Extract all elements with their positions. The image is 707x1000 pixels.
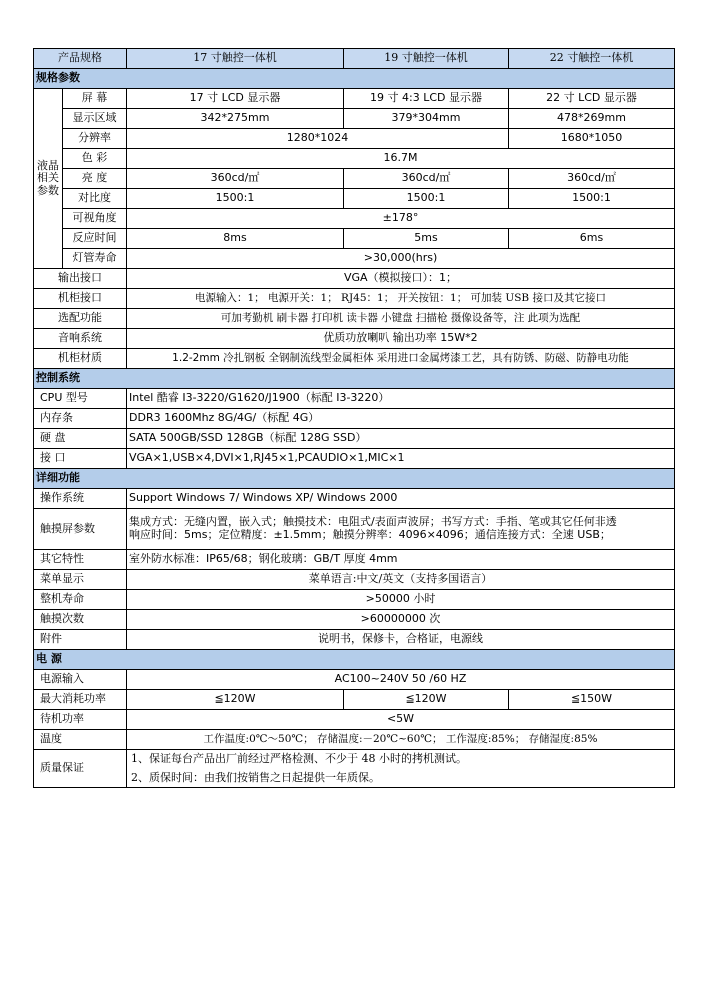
row-accessories (34, 630, 675, 650)
row-value: 电源输入：1； 电源开关：1； RJ45：1； 开关按钮：1； 可加装 USB 接口及其它接口 (127, 289, 675, 309)
row-standby (34, 710, 675, 730)
value-19: 19 寸 4:3 LCD 显示器 (344, 89, 509, 109)
row-value: 菜单语言:中文/英文（支持多国语言） (127, 570, 675, 590)
row-material (34, 349, 675, 369)
row-ports (34, 449, 675, 469)
value-22: 1680*1050 (509, 129, 675, 149)
value-17: 342*275mm (127, 109, 344, 129)
row-label: 显示区域 (63, 109, 127, 129)
row-label: 温度 (34, 730, 127, 750)
row-label: 可视角度 (63, 209, 127, 229)
row-label: 对比度 (63, 189, 127, 209)
lcd-row-color (34, 149, 675, 169)
row-label: 接 口 (34, 449, 127, 469)
row-value: VGA×1,USB×4,DVI×1,RJ45×1,PCAUDIO×1,MIC×1 (127, 449, 675, 469)
row-label: 触摸屏参数 (34, 509, 127, 550)
row-cabinet-port (34, 289, 675, 309)
row-value: AC100~240V 50 /60 HZ (127, 670, 675, 690)
row-label: 亮 度 (63, 169, 127, 189)
row-options (34, 309, 675, 329)
value-19: 5ms (344, 229, 509, 249)
row-label: 反应时间 (63, 229, 127, 249)
row-label: 分辨率 (63, 129, 127, 149)
row-label: CPU 型号 (34, 389, 127, 409)
row-value: >50000 小时 (127, 590, 675, 610)
value-17: 360cd/㎡ (127, 169, 344, 189)
row-label: 硬 盘 (34, 429, 127, 449)
row-label: 灯管寿命 (63, 249, 127, 269)
row-label: 屏 幕 (63, 89, 127, 109)
row-cpu (34, 389, 675, 409)
row-value: Intel 酷睿 I3-3220/G1620/J1900（标配 I3-3220） (127, 389, 675, 409)
lcd-row-area (34, 109, 675, 129)
quality-line-2: 2、质保时间：由我们按销售之日起提供一年质保。 (131, 770, 380, 784)
row-label: 待机功率 (34, 710, 127, 730)
row-output-port (34, 269, 675, 289)
value-all: 16.7M (127, 149, 675, 169)
row-value: DDR3 1600Mhz 8G/4G/（标配 4G） (127, 409, 675, 429)
value-all: ±178° (127, 209, 675, 229)
row-value: SATA 500GB/SSD 128GB（标配 128G SSD） (127, 429, 675, 449)
touch-line-1: 集成方式：无缝内置，嵌入式；触摸技术：电阻式/表面声波屏；书写方式：手指、笔或其它任何非透 (129, 516, 617, 529)
lcd-row-contrast (34, 189, 675, 209)
value-22: 360cd/㎡ (509, 169, 675, 189)
value-17: 1500:1 (127, 189, 344, 209)
lcd-row-view-angle (34, 209, 675, 229)
row-label: 其它特性 (34, 550, 127, 570)
row-value: 可加考勤机 刷卡器 打印机 读卡器 小键盘 扫描枪 摄像设备等，注 此项为选配 (127, 309, 675, 329)
section-title: 详细功能 (34, 469, 675, 489)
row-audio (34, 329, 675, 349)
row-os (34, 489, 675, 509)
row-value: >60000000 次 (127, 610, 675, 630)
row-label: 触摸次数 (34, 610, 127, 630)
row-disk (34, 429, 675, 449)
row-value: 1.2-2mm 冷扎钢板 全钢制流线型金属柜体 采用进口金属烤漆工艺，具有防锈、防磁、防静电功能 (127, 349, 675, 369)
row-label: 最大消耗功率 (34, 690, 127, 710)
section-title: 电 源 (34, 650, 675, 670)
row-label: 音响系统 (34, 329, 127, 349)
header-22inch: 22 寸触控一体机 (509, 49, 675, 69)
touch-line-2: 响应时间：5ms；定位精度：±1.5mm；触摸分辨率：4096×4096；通信连接方式：全速 USB； (129, 529, 611, 541)
value-all: >30,000(hrs) (127, 249, 675, 269)
row-label: 内存条 (34, 409, 127, 429)
quality-line-1: 1、保证每台产品出厂前经过严格检测、不少于 48 小时的拷机测试。 (131, 752, 467, 765)
value-17-19: 1280*1024 (127, 129, 509, 149)
row-value: 说明书，保修卡，合格证，电源线 (127, 630, 675, 650)
row-label: 操作系统 (34, 489, 127, 509)
header-product-spec: 产品规格 (34, 49, 127, 69)
row-label: 质量保证 (34, 750, 127, 788)
row-touch-params (34, 509, 675, 550)
row-value: 工作温度:0℃～50℃； 存储温度:－20℃~60℃； 工作湿度:85%； 存储湿度:85% (127, 730, 675, 750)
section-spec-params (34, 69, 675, 89)
section-title: 规格参数 (34, 69, 675, 89)
row-label: 机柜接口 (34, 289, 127, 309)
row-label: 电源输入 (34, 670, 127, 690)
value-22: 1500:1 (509, 189, 675, 209)
row-power-input (34, 670, 675, 690)
row-label: 菜单显示 (34, 570, 127, 590)
value-19: ≦120W (344, 690, 509, 710)
row-touches (34, 610, 675, 630)
spec-table (33, 48, 675, 788)
value-22: 478*269mm (509, 109, 675, 129)
value-19: 360cd/㎡ (344, 169, 509, 189)
value-22: 6ms (509, 229, 675, 249)
lcd-row-brightness (34, 169, 675, 189)
lcd-group-label: 液晶相关参数 (34, 89, 63, 269)
row-label: 附件 (34, 630, 127, 650)
row-life (34, 590, 675, 610)
row-quality (34, 750, 675, 788)
section-details (34, 469, 675, 489)
section-power (34, 650, 675, 670)
row-value: 优质功放喇叭 输出功率 15W*2 (127, 329, 675, 349)
row-label: 机柜材质 (34, 349, 127, 369)
row-value: 室外防水标准：IP65/68；钢化玻璃：GB/T 厚度 4mm (127, 550, 675, 570)
header-19inch: 19 寸触控一体机 (344, 49, 509, 69)
value-22: ≦150W (509, 690, 675, 710)
value-19: 1500:1 (344, 189, 509, 209)
row-value: VGA（模拟接口）：1； (127, 269, 675, 289)
value-19: 379*304mm (344, 109, 509, 129)
value-22: 22 寸 LCD 显示器 (509, 89, 675, 109)
row-value: <5W (127, 710, 675, 730)
row-value: Support Windows 7/ Windows XP/ Windows 2000 (127, 489, 675, 509)
row-label: 输出接口 (34, 269, 127, 289)
row-temperature (34, 730, 675, 750)
value-17: 8ms (127, 229, 344, 249)
value-17: ≦120W (127, 690, 344, 710)
lcd-row-screen (34, 89, 675, 109)
section-title: 控制系统 (34, 369, 675, 389)
section-control (34, 369, 675, 389)
row-label: 整机寿命 (34, 590, 127, 610)
row-value (127, 750, 675, 788)
row-label: 色 彩 (63, 149, 127, 169)
row-max-power (34, 690, 675, 710)
row-menu (34, 570, 675, 590)
row-value (127, 509, 675, 550)
lcd-row-response (34, 229, 675, 249)
lcd-row-resolution (34, 129, 675, 149)
row-label: 选配功能 (34, 309, 127, 329)
row-memory (34, 409, 675, 429)
header-17inch: 17 寸触控一体机 (127, 49, 344, 69)
header-row (34, 49, 675, 69)
value-17: 17 寸 LCD 显示器 (127, 89, 344, 109)
lcd-row-lamp-life (34, 249, 675, 269)
row-other (34, 550, 675, 570)
